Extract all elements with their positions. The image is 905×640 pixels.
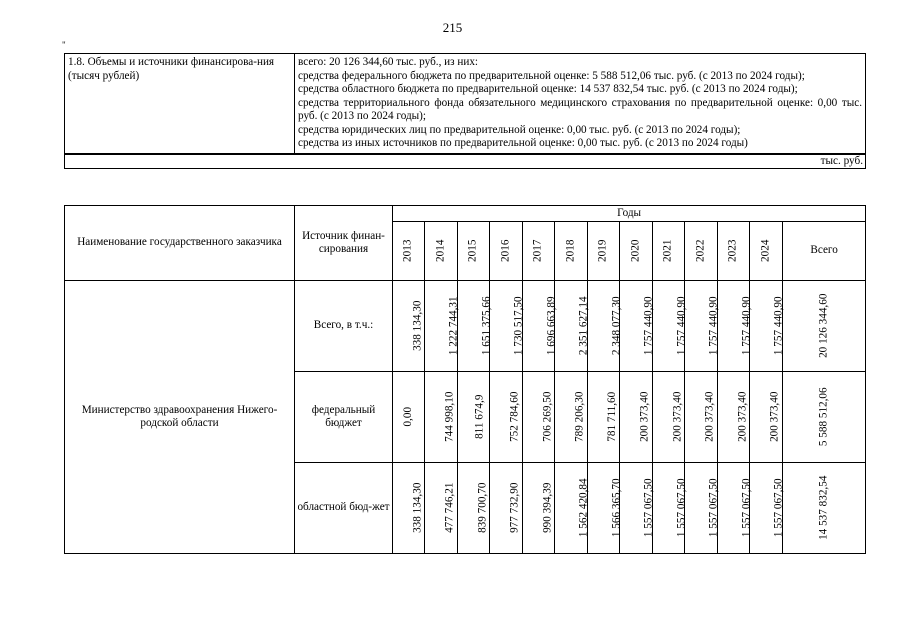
header-year-2024: 2024: [750, 222, 783, 281]
cell-2019: 781 711,60: [588, 372, 620, 463]
cell-total: 14 537 832,54: [783, 463, 866, 554]
cell-2015: 811 674,9: [458, 372, 490, 463]
summary-line-total: всего: 20 126 344,60 тыс. руб., из них:: [298, 56, 479, 68]
summary-line-regional: средства областного бюджета по предварительной оценке: 14 537 832,54 тыс. руб. (с 2013 по 2024 годы);: [298, 83, 798, 95]
page-number: 215: [442, 20, 463, 35]
cell-2017: 706 269,50: [523, 372, 555, 463]
header-total: Всего: [783, 222, 866, 281]
cell-2018: 1 562 420,84: [555, 463, 588, 554]
summary-lines: [295, 54, 866, 154]
cell-2017: 1 696 663,89: [523, 281, 555, 372]
summary-table: [64, 53, 866, 169]
cell-2021: 1 757 440,90: [653, 281, 685, 372]
summary-line-federal: средства федерального бюджета по предварительной оценке: 5 588 512,06 тыс. руб. (с 2013 по 2024 годы);: [298, 69, 805, 82]
cell-2015: 1 651 375,66: [458, 281, 490, 372]
cell-2023: 1 757 440,90: [718, 281, 750, 372]
summary-line-tfoms: средства территориального фонда обязательного медицинского страхования по предварительной оценке: 0,00 тыс. руб. (с 2013 по 2024 годы);: [298, 96, 862, 122]
customer-name: Министерство здравоохранения Нижего-родской области: [65, 281, 295, 554]
cell-2017: 990 394,39: [523, 463, 555, 554]
cell-2020: 200 373,40: [620, 372, 653, 463]
summary-label: 1.8. Объемы и источники финансирова-ния (тысяч рублей): [65, 54, 295, 154]
row-source: Всего, в т.ч.:: [295, 281, 393, 372]
header-year-2021: 2021: [653, 222, 685, 281]
cell-2014: 1 222 744,31: [425, 281, 458, 372]
cell-2024: 200 373,40: [750, 372, 783, 463]
cell-2022: 1 557 067,50: [685, 463, 718, 554]
header-year-2023: 2023: [718, 222, 750, 281]
cell-2023: 1 557 067,50: [718, 463, 750, 554]
cell-2019: 2 348 077,30: [588, 281, 620, 372]
cell-2016: 752 784,60: [490, 372, 523, 463]
cell-2013: 338 134,30: [393, 281, 425, 372]
cell-2021: 1 557 067,50: [653, 463, 685, 554]
cell-2024: 1 557 067,50: [750, 463, 783, 554]
cell-2024: 1 757 440,90: [750, 281, 783, 372]
cell-2018: 789 206,30: [555, 372, 588, 463]
header-year-2016: 2016: [490, 222, 523, 281]
cell-2021: 200 373,40: [653, 372, 685, 463]
cell-2022: 1 757 440,90: [685, 281, 718, 372]
cell-2020: 1 557 067,50: [620, 463, 653, 554]
cell-2023: 200 373,40: [718, 372, 750, 463]
header-year-2014: 2014: [425, 222, 458, 281]
cell-2014: 477 746,21: [425, 463, 458, 554]
header-year-2019: 2019: [588, 222, 620, 281]
cell-2019: 1 566 365,70: [588, 463, 620, 554]
cell-2016: 1 730 517,50: [490, 281, 523, 372]
cell-2020: 1 757 440,90: [620, 281, 653, 372]
cell-2014: 744 998,10: [425, 372, 458, 463]
header-customer: Наименование государственного заказчика: [65, 206, 295, 281]
row-source: областной бюд-жет: [295, 463, 393, 554]
cell-2016: 977 732,90: [490, 463, 523, 554]
quote-mark: ": [62, 40, 66, 50]
cell-2013: 0,00: [393, 372, 425, 463]
header-year-2015: 2015: [458, 222, 490, 281]
header-year-2013: 2013: [393, 222, 425, 281]
header-years: Годы: [393, 206, 866, 222]
cell-2018: 2 351 627,14: [555, 281, 588, 372]
cell-total: 20 126 344,60: [783, 281, 866, 372]
cell-total: 5 588 512,06: [783, 372, 866, 463]
table-row: [65, 281, 866, 372]
header-source: Источник финан-сирования: [295, 206, 393, 281]
header-year-2017: 2017: [523, 222, 555, 281]
row-source: федеральный бюджет: [295, 372, 393, 463]
financing-table: [64, 205, 866, 554]
summary-line-other: средства из иных источников по предварительной оценке: 0,00 тыс. руб. (с 2013 по 2024 годы): [298, 137, 748, 149]
header-year-2022: 2022: [685, 222, 718, 281]
cell-2013: 338 134,30: [393, 463, 425, 554]
cell-2022: 200 373,40: [685, 372, 718, 463]
header-year-2018: 2018: [555, 222, 588, 281]
summary-line-legal: средства юридических лиц по предварительной оценке: 0,00 тыс. руб. (с 2013 по 2024 годы);: [298, 123, 741, 136]
header-year-2020: 2020: [620, 222, 653, 281]
cell-2015: 839 700,70: [458, 463, 490, 554]
units-label: тыс. руб.: [65, 154, 866, 169]
